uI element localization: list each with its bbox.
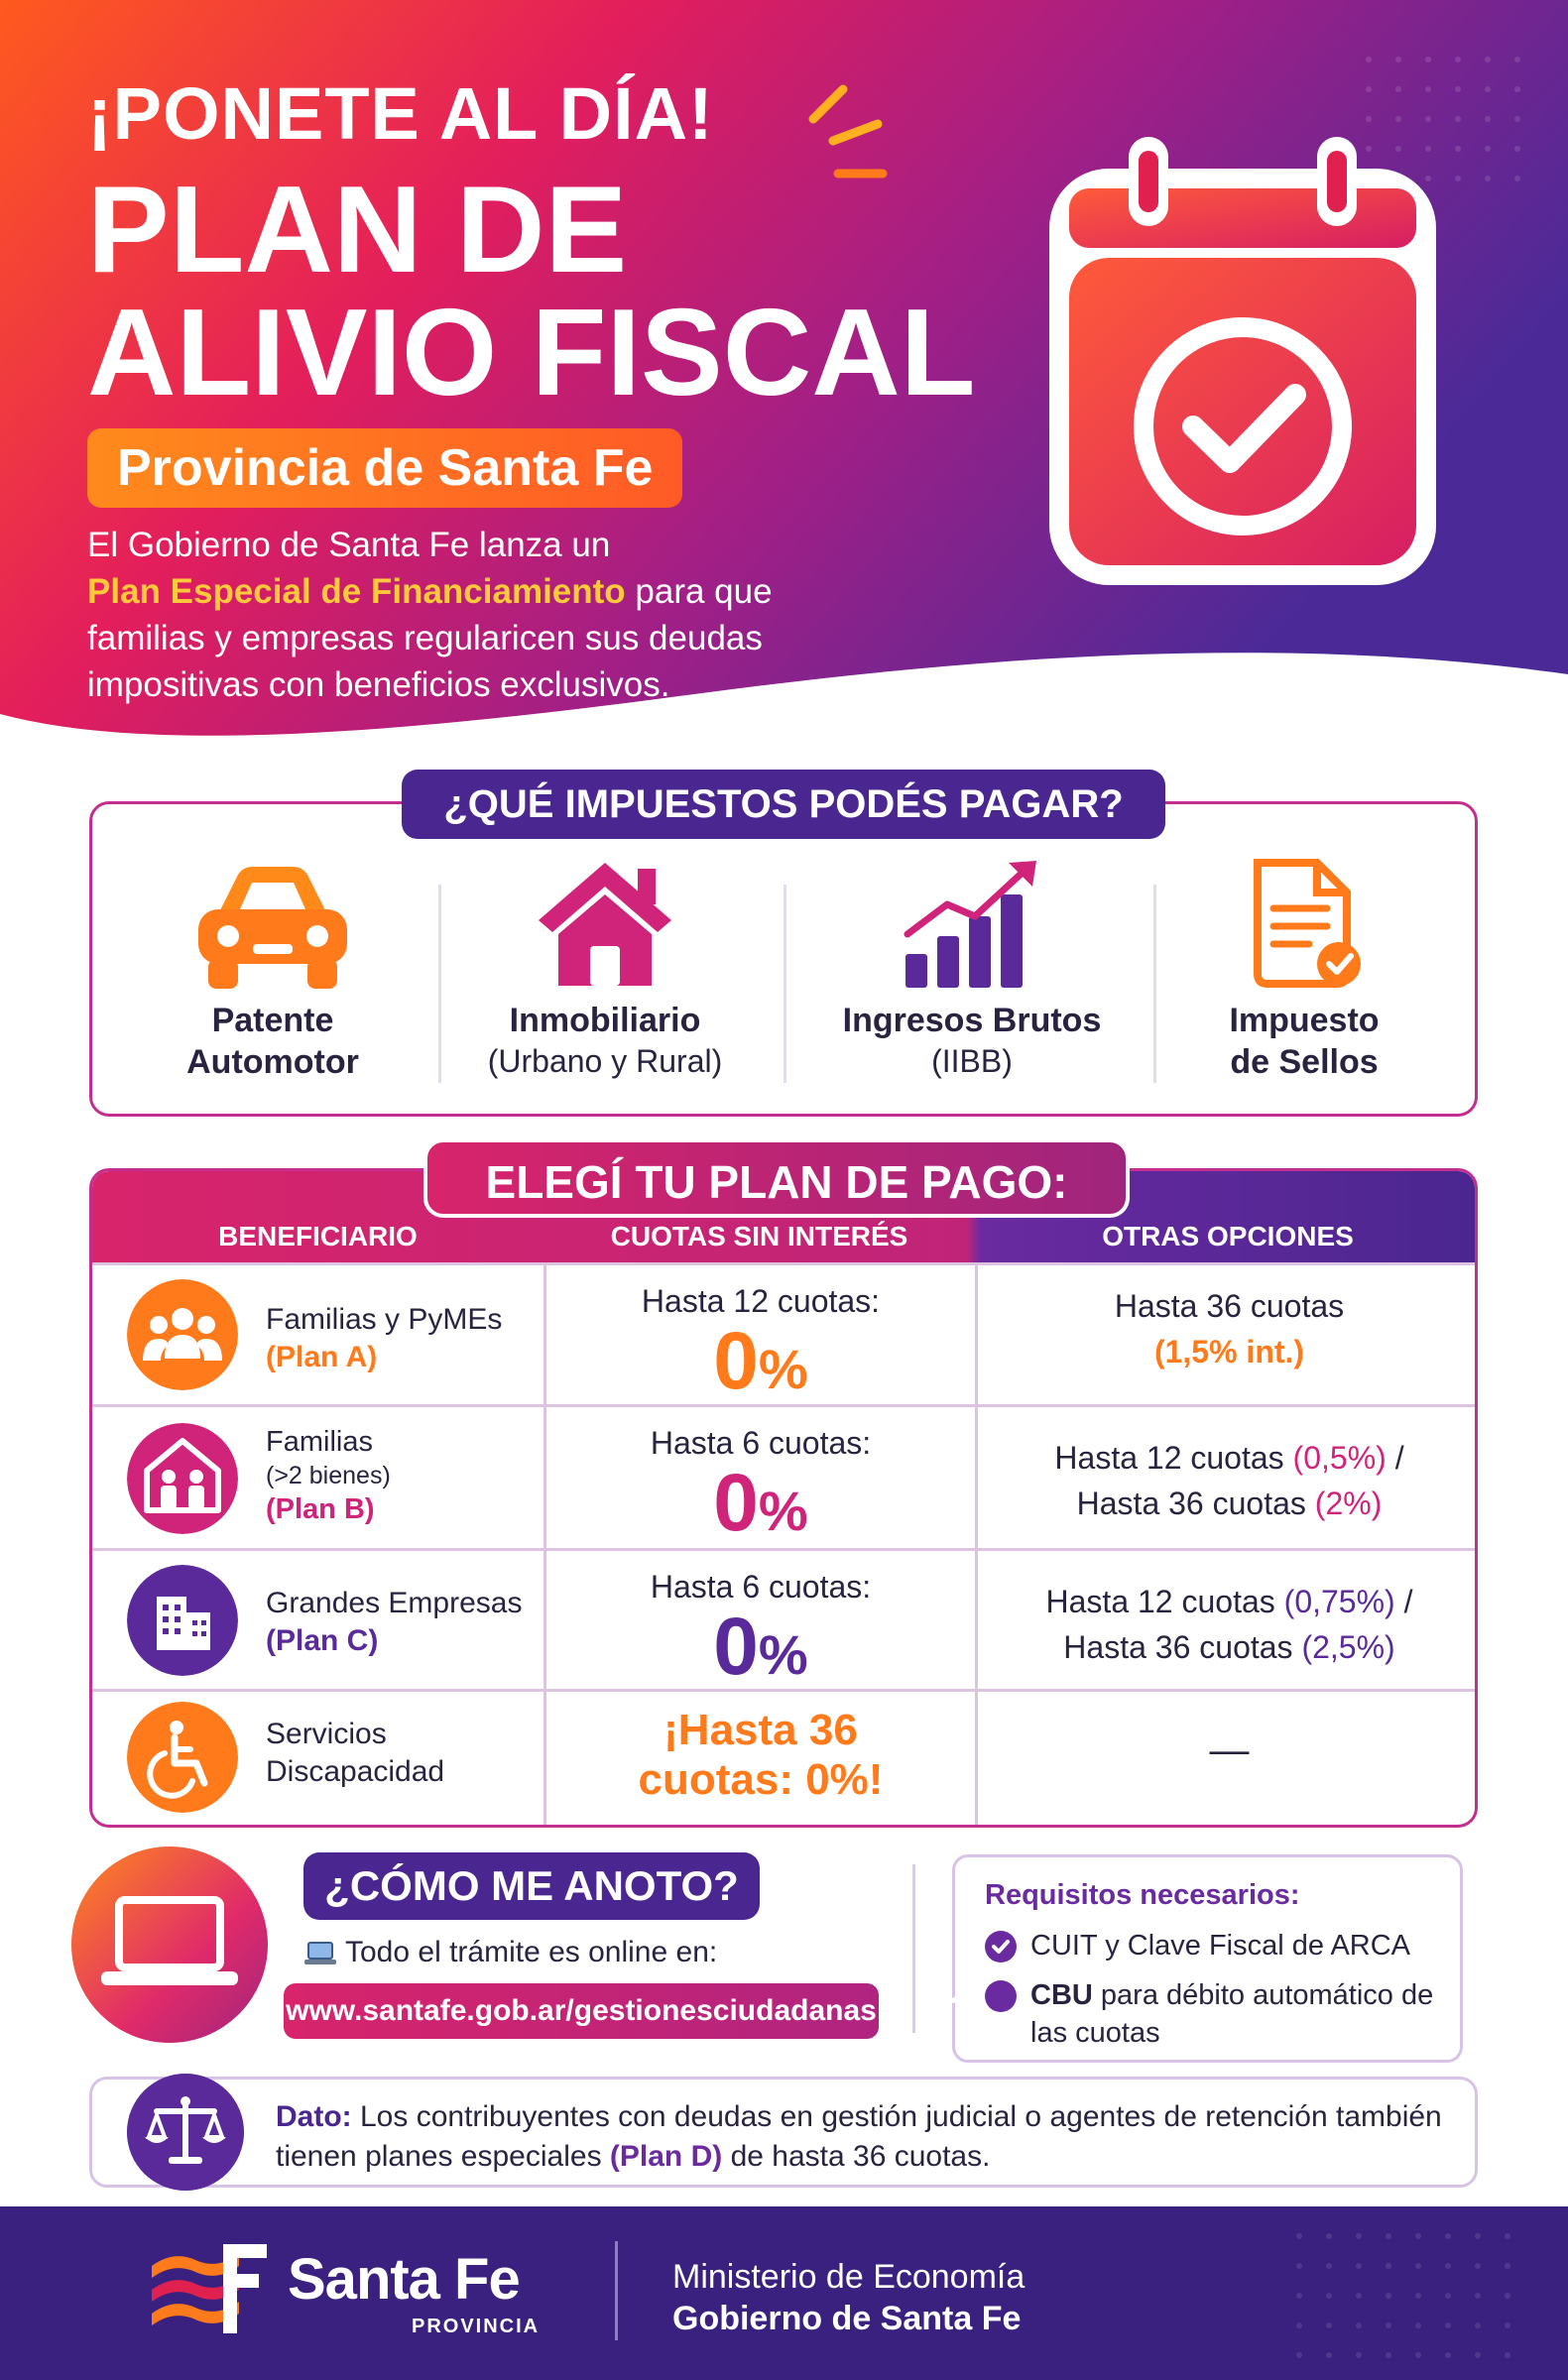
table-row [92,1548,1478,1692]
taxes-heading: ¿QUÉ IMPUESTOS PODÉS PAGAR? [402,770,1165,839]
table-row [92,1689,1478,1828]
calendar-check-icon [1041,129,1448,595]
beneficiary-name [266,1301,502,1376]
document-icon [1240,855,1369,994]
tax-sub: (Urbano y Rural) [487,1043,723,1079]
installments-highlight [546,1706,975,1805]
laptop-icon [71,1846,268,2043]
zero-rate [546,1602,975,1697]
option-separator: / [1394,1584,1413,1619]
installments-label: Hasta 12 cuotas: [641,1283,881,1319]
santa-fe-logo-icon [144,2236,273,2345]
tax-name: Inmobiliario [509,1002,701,1039]
requirement-text: CUIT y Clave Fiscal de ARCA [1030,1930,1411,1962]
hero-desc-part1: El Gobierno de Santa Fe lanza un [87,526,611,564]
note-label: Dato: [276,2100,352,2133]
zero-rate [546,1458,975,1553]
option-line [978,1481,1478,1526]
rate-value: 0 [713,1316,759,1406]
brand-subtitle: PROVINCIA [412,2316,541,2337]
family-house-icon [127,1423,238,1534]
requirement-bold: CBU [1030,1979,1093,2011]
footer [0,2206,1568,2380]
tax-name: Impuesto de Sellos [1229,1002,1380,1081]
requirement-item [985,1927,1451,1964]
interest-free-cell [543,1265,975,1404]
column-header-cuotas: CUOTAS SIN INTERÉS [610,1221,908,1251]
plan-label: (Plan B) [266,1493,375,1525]
province-badge: Provincia de Santa Fe [87,428,682,508]
interest-free-cell [543,1692,975,1828]
hero-kicker: ¡PONETE AL DÍA! [87,72,714,155]
scales-icon [127,2074,244,2191]
other-options-cell [975,1692,1478,1828]
ministry-name: Ministerio de Economía [672,2258,1025,2296]
beneficiary-cell [92,1265,543,1404]
family-group-icon [127,1279,238,1390]
signup-heading: ¿CÓMO ME ANOTO? [303,1852,760,1920]
wheelchair-icon [127,1702,238,1813]
beneficiary-detail: Discapacidad [266,1755,445,1788]
hero-title [87,162,1079,421]
beneficiary-label: Grandes Empresas [266,1587,523,1619]
beneficiary-label: Servicios [266,1718,387,1750]
option-rate: (2%) [1314,1486,1383,1521]
beneficiary-name [266,1425,391,1526]
option-text: Hasta 12 cuotas [1045,1584,1284,1619]
other-options-cell [975,1265,1478,1404]
check-circle-icon [985,1980,1017,2012]
zero-rate [546,1316,975,1411]
plan-label: (Plan A) [266,1341,378,1373]
bar-chart-icon [898,855,1046,994]
tax-divider [438,885,441,1083]
signup-text-label: Todo el trámite es online en: [345,1936,718,1968]
beneficiary-detail: (>2 bienes) [266,1462,391,1489]
plan-label: (Plan C) [266,1624,379,1657]
installments-label: Hasta 6 cuotas: [650,1425,872,1461]
tax-item-iibb [813,855,1131,1093]
rate-value: 0 [713,1602,759,1692]
tax-item-sellos [1180,855,1428,1093]
payment-plan-table [89,1168,1478,1828]
installments-line2: cuotas: 0%! [638,1755,884,1804]
beneficiary-name [266,1585,522,1660]
rate-percent: % [758,1623,808,1686]
option-line [978,1624,1478,1670]
brand-name: Santa Fe [288,2247,520,2312]
building-icon [127,1565,238,1676]
plans-heading: ELEGÍ TU PLAN DE PAGO: [423,1138,1130,1218]
option-line: Hasta 36 cuotas [1114,1288,1345,1324]
other-options-cell [975,1407,1478,1548]
note-plan: (Plan D) [609,2140,723,2173]
tax-name: Patente Automotor [186,1002,359,1081]
laptop-badge [71,1846,268,2043]
beneficiary-cell [92,1407,543,1548]
installments-label: Hasta 6 cuotas: [650,1569,872,1605]
tax-name: Ingresos Brutos [842,1002,1102,1039]
beneficiary-cell [92,1692,543,1828]
tax-sub: (IIBB) [931,1043,1013,1079]
option-text: Hasta 36 cuotas [1063,1629,1302,1665]
table-row [92,1404,1478,1548]
signup-url-link[interactable]: www.santafe.gob.ar/gestionesciudadanas [284,1983,879,2039]
column-header-otras: OTRAS OPCIONES [1102,1221,1354,1251]
option-rate: (1,5% int.) [1153,1334,1305,1369]
rate-percent: % [758,1480,808,1542]
other-options-cell [975,1551,1478,1689]
hero-description [87,522,821,708]
note-end: de hasta 36 cuotas. [722,2140,991,2173]
rate-percent: % [758,1338,808,1400]
option-text: Hasta 36 cuotas [1076,1486,1315,1521]
tax-divider [1153,885,1156,1083]
requirements-panel [952,1854,1463,2063]
computer-icon [303,1941,337,1966]
government-name: Gobierno de Santa Fe [672,2300,1022,2337]
column-header-beneficiario: BENEFICIARIO [218,1221,418,1251]
tax-item-inmobiliario [461,855,749,1093]
option-rate: (0,5%) [1292,1440,1387,1476]
car-icon [188,855,357,994]
rate-value: 0 [713,1458,759,1548]
option-rate: (2,5%) [1301,1629,1395,1665]
requirements-title: Requisitos necesarios: [985,1879,1300,1911]
installments-line1: ¡Hasta 36 [663,1706,858,1754]
table-row [92,1262,1478,1404]
beneficiary-name [266,1716,444,1791]
note-text [276,2097,1446,2177]
check-circle-icon [985,1931,1017,1963]
beneficiary-label: Familias y PyMEs [266,1303,503,1336]
interest-free-cell [543,1407,975,1548]
requirement-text: para débito automático de las cuotas [1030,1979,1434,2049]
tax-divider [784,885,786,1083]
note-panel [89,2077,1478,2188]
beneficiary-cell [92,1551,543,1689]
hero-desc-part2: para que familias y empresas regularicen sus deudas impositivas con beneficios exclusivos. [87,572,773,704]
house-icon [531,855,679,994]
option-none: — [1209,1728,1250,1772]
note-body: Los contribuyentes con deudas en gestión judicial o agentes de retención también tienen planes especiales [276,2100,1442,2173]
option-text: Hasta 12 cuotas [1054,1440,1293,1476]
tax-item-patente [129,855,417,1093]
hero-title-line1: PLAN DE [87,162,628,298]
hero-desc-highlight: Plan Especial de Financiamiento [87,572,626,611]
beneficiary-label: Familias [266,1426,373,1458]
option-rate: (0,75%) [1283,1584,1395,1619]
requirement-item [985,1976,1451,2052]
signup-online-text [303,1936,717,1969]
hero-banner [0,0,1568,754]
section-divider [912,1864,915,2033]
option-line [978,1435,1478,1481]
option-separator: / [1386,1440,1404,1476]
interest-free-cell [543,1551,975,1692]
hero-title-line2: ALIVIO FISCAL [87,285,976,421]
option-line [978,1579,1478,1624]
footer-divider [615,2241,618,2340]
